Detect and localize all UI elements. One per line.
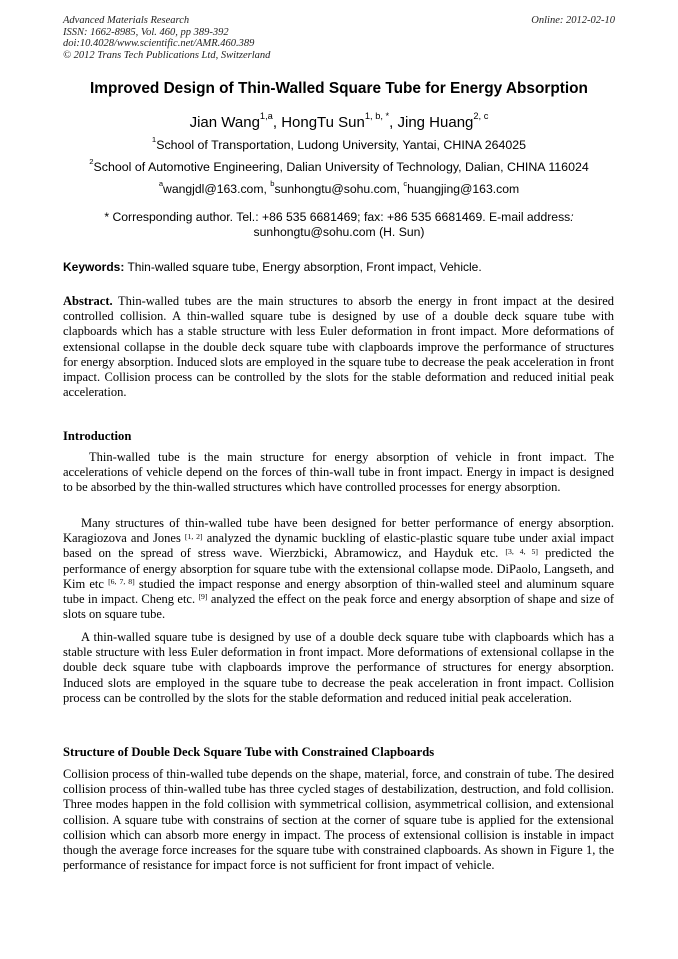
citation-ref[interactable]: [3, 4, 5]	[505, 546, 538, 556]
paragraph-text: Many structures of thin-walled tube have been designed for better performance of energy absorption. Karagiozova and Jones	[63, 516, 614, 546]
paragraph-text: analyzed the effect on the peak force and energy absorption of shape and size of slots on square tube.	[63, 592, 615, 622]
corresponding-author	[80, 210, 598, 240]
author-superscript: 1,a	[259, 110, 273, 121]
email-superscript: c	[403, 179, 408, 189]
corresponding-line-2[interactable]: sunhongtu@sohu.com (H. Sun)	[253, 225, 425, 239]
email-link[interactable]: huangjing@163.com	[407, 182, 520, 196]
affiliation-1	[40, 135, 638, 152]
corresponding-line-1: * Corresponding author. Tel.: +86 535 6681469; fax: +86 535 6681469. E-mail address	[104, 210, 571, 224]
section-heading-structure: Structure of Double Deck Square Tube with Constrained Clapboards	[63, 745, 435, 759]
email-link[interactable]: sunhongtu@sohu.com,	[274, 182, 404, 196]
introduction-paragraph-1: Thin-walled tube is the main structure for energy absorption of vehicle in front impact. The accelerations of vehicle depend on the forces of thin-wall tube in front impact. Energy in impact is designed to be absorbed by the thin-walled structures which have controlled processes for energy absorption.	[63, 450, 614, 495]
keywords	[63, 260, 482, 274]
section-heading-introduction: Introduction	[63, 429, 132, 443]
abstract-text: Thin-walled tubes are the main structures to absorb the energy in front impact at the desired controlled collision. A thin-walled square tube is designed by use of a double deck square tube with clapboards which has a stable structure with less Euler deformation in front impact. More deformations of extensional collapse in the double deck square tube with clapboards improve the performance of structures for energy absorption. Induced slots are employed in the square tube to decrease the peak acceleration in front impact. Collision process can be controlled by the slots for the stable deformation and reduced initial peak acceleration.	[63, 294, 614, 400]
journal-name: Advanced Materials Research	[63, 15, 190, 26]
paper-title: Improved Design of Thin-Walled Square Tube for Energy Absorption	[90, 80, 588, 97]
structure-paragraph-1: Collision process of thin-walled tube depends on the shape, material, force, and constrain of tube. The desired collision process of thin-walled tube has three cycled stages of destabilization, destruction, and fold collision. Three modes happen in the fold collision with symmetrical collision, asymmetrical collision, and extensional collision. A square tube with constrains of section at the corner of square tube is applied for the extensional collision which can absorb more energy in impact. The process of extensional collision is instable in impact though the average force increases for the square tube with constrained clapboards. As shown in Figure 1, the performance of resistance for impact force is not sufficient for front impact of vehicle.	[63, 767, 614, 873]
author-name: HongTu Sun	[281, 114, 365, 131]
citation-ref[interactable]: [9]	[198, 592, 208, 602]
author-separator: ,	[272, 114, 282, 131]
author-emails	[40, 179, 638, 196]
citation-ref[interactable]: [1, 2]	[184, 531, 203, 541]
author-list	[40, 110, 638, 131]
affiliation-text: School of Automotive Engineering, Dalian University of Technology, Dalian, CHINA 116024	[93, 160, 589, 174]
introduction-paragraph-2	[63, 516, 614, 622]
author-separator: ,	[389, 114, 398, 131]
journal-header	[63, 15, 270, 61]
journal-doi[interactable]: doi:10.4028/www.scientific.net/AMR.460.389	[63, 38, 255, 50]
author-superscript: 1, b, *	[364, 110, 390, 121]
paragraph-text: analyzed the dynamic buckling of elastic-plastic square tube under axial impact based on the spread of stress wave. Wierzbicki, Abramowicz, and Hayduk etc.	[63, 531, 614, 561]
abstract	[63, 294, 614, 400]
paragraph-text: predicted the performance of energy absorption for square tube with the extensional collapse mode. DiPaolo, Langseth, and Kim etc	[63, 546, 614, 591]
journal-copyright: © 2012 Trans Tech Publications Ltd, Switzerland	[63, 49, 271, 61]
corresponding-colon: :	[570, 210, 574, 224]
paragraph-text: studied the impact response and energy absorption of thin-walled steel and aluminum square tube in impact. Cheng etc.	[63, 576, 614, 607]
journal-issn: ISSN: 1662-8985, Vol. 460, pp 389-392	[63, 26, 229, 38]
abstract-label: Abstract.	[63, 294, 113, 308]
keywords-text: Thin-walled square tube, Energy absorption, Front impact, Vehicle.	[124, 260, 482, 274]
citation-ref[interactable]: [6, 7, 8]	[108, 577, 135, 587]
keywords-label: Keywords:	[63, 260, 125, 274]
affiliation-superscript: 2	[89, 157, 94, 167]
email-link[interactable]: wangjdl@163.com,	[163, 182, 271, 196]
online-date: Online: 2012-02-10	[531, 15, 615, 26]
author-superscript: 2, c	[473, 110, 489, 121]
author-name: Jing Huang	[397, 114, 474, 131]
affiliation-2	[40, 157, 638, 174]
email-superscript: a	[158, 179, 164, 189]
introduction-paragraph-3: A thin-walled square tube is designed by use of a double deck square tube with clapboards which has a stable structure with less Euler deformation in front impact. More deformations of extensional collapse in the double deck square tube with clapboards improve the performance of structures for energy absorption. Induced slots are employed in the square tube to decrease the peak acceleration in front impact. Collision process can be controlled by the slots for the stable deformation and reduced initial peak acceleration.	[63, 630, 614, 705]
email-superscript: b	[270, 179, 275, 189]
affiliation-text: School of Transportation, Ludong University, Yantai, CHINA 264025	[156, 138, 527, 152]
affiliation-superscript: 1	[151, 135, 157, 145]
author-name: Jian Wang	[189, 114, 260, 131]
